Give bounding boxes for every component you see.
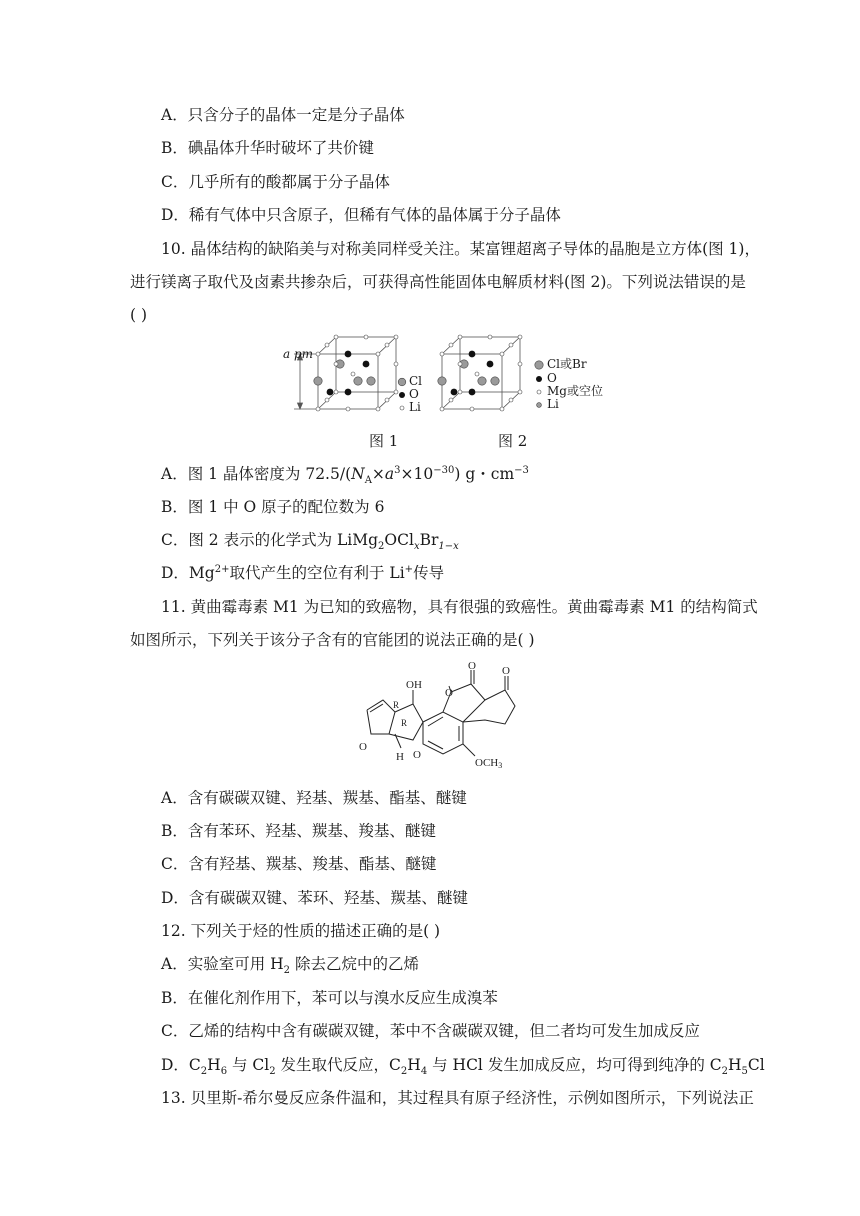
carbonyl-oxygen-2: O <box>502 665 510 677</box>
fig2-legend-li: Li <box>547 397 559 411</box>
ring-oxygen-pyranone: O <box>445 687 453 699</box>
stereo-r-lower: R <box>401 718 408 728</box>
fig2-legend-cl-br: Cl或Br <box>547 357 587 371</box>
q12-option-c: C．乙烯的结构中含有碳碳双键，苯中不含碳碳双键，但二者均可发生加成反应 <box>161 1022 700 1040</box>
fig1-legend-o: O <box>409 387 419 401</box>
q11-option-d: D．含有碳碳双键、苯环、羟基、羰基、醚键 <box>161 889 468 907</box>
fig1-legend-li: Li <box>409 400 421 414</box>
q12-option-a: A．实验室可用 $H_2$ 除去乙烷中的乙烯 <box>161 955 419 977</box>
fig2-legend-markers <box>532 358 546 414</box>
q12-option-b: B．在催化剂作用下，苯可以与溴水反应生成溴苯 <box>161 989 498 1007</box>
fig2-legend-o: O <box>547 371 557 385</box>
ring-oxygen-middle: O <box>413 749 421 761</box>
q11-stem-line1: 11. 黄曲霉毒素 M1 为已知的致癌物，具有很强的致癌性。黄曲霉毒素 M1 的结构简式 <box>161 598 758 616</box>
q11-stem-line2: 如图所示，下列关于该分子含有的官能团的说法正确的是( ) <box>130 631 535 649</box>
fig2-caption: 图 2 <box>498 432 528 450</box>
q12-option-d: D．$C_2H_6$ 与 $Cl_2$ 发生取代反应，$C_2H_4$ 与 HCl 发生加成反应，均可得到纯净的 $C_2H_5Cl$ <box>161 1056 765 1078</box>
fig1-dimension-label: a pm <box>283 347 314 361</box>
q9-option-c: C．几乎所有的酸都属于分子晶体 <box>161 173 390 191</box>
fig1-legend-cl: Cl <box>409 374 423 388</box>
q10-stem-line1: 10. 晶体结构的缺陷美与对称美同样受关注。某富锂超离子导体的晶胞是立方体(图 1)， <box>161 240 760 258</box>
q9-option-a: A．只含分子的晶体一定是分子晶体 <box>161 106 405 124</box>
q10-option-d: D．$Mg^{2+}$取代产生的空位有利于 Li+传导 <box>161 563 445 582</box>
carbonyl-oxygen-1: O <box>468 660 476 672</box>
q11-option-c: C．含有羟基、羰基、羧基、酯基、醚键 <box>161 855 437 873</box>
q10-option-b: B．图 1 中 O 原子的配位数为 6 <box>161 498 385 516</box>
q12-stem: 12. 下列关于烃的性质的描述正确的是( ) <box>161 922 441 940</box>
q10-option-a: A．图 1 晶体密度为 $72.5/(N_A\times a^3\times 10^{-30})$ g・$cm^{-3}$ <box>161 464 529 487</box>
q10-stem-line2: 进行镁离子取代及卤素共掺杂后，可获得高性能固体电解质材料(图 2)。下列说法错误的是 <box>130 273 746 291</box>
oh-label: OH <box>406 679 422 691</box>
q10-option-c: C．图 2 表示的化学式为 $LiMg_2OCl_xBr_{1-x}$ <box>161 531 459 553</box>
aflatoxin-m1-structure <box>355 660 555 778</box>
q9-option-d: D．稀有气体中只含原子，但稀有气体的晶体属于分子晶体 <box>161 206 561 224</box>
fig1-caption: 图 1 <box>369 432 399 450</box>
methoxy-label: OCH3 <box>475 757 503 770</box>
ring-oxygen-left: O <box>359 741 367 753</box>
q13-stem: 13. 贝里斯-希尔曼反应条件温和，其过程具有原子经济性，示例如图所示，下列说法正 <box>161 1089 754 1107</box>
fig1-legend-markers <box>396 376 408 416</box>
crystal-cell-figure-2 <box>410 334 535 416</box>
q10-stem-line3: ( ) <box>130 306 148 324</box>
q11-option-b: B．含有苯环、羟基、羰基、羧基、醚键 <box>161 822 436 840</box>
q9-option-b: B．碘晶体升华时破坏了共价键 <box>161 139 374 157</box>
stereo-r-upper: R <box>393 700 400 710</box>
h-label: H <box>396 751 404 763</box>
q11-option-a: A．含有碳碳双键、羟基、羰基、酯基、醚键 <box>161 789 467 807</box>
fig2-legend-mg-vacancy: Mg或空位 <box>547 384 603 398</box>
